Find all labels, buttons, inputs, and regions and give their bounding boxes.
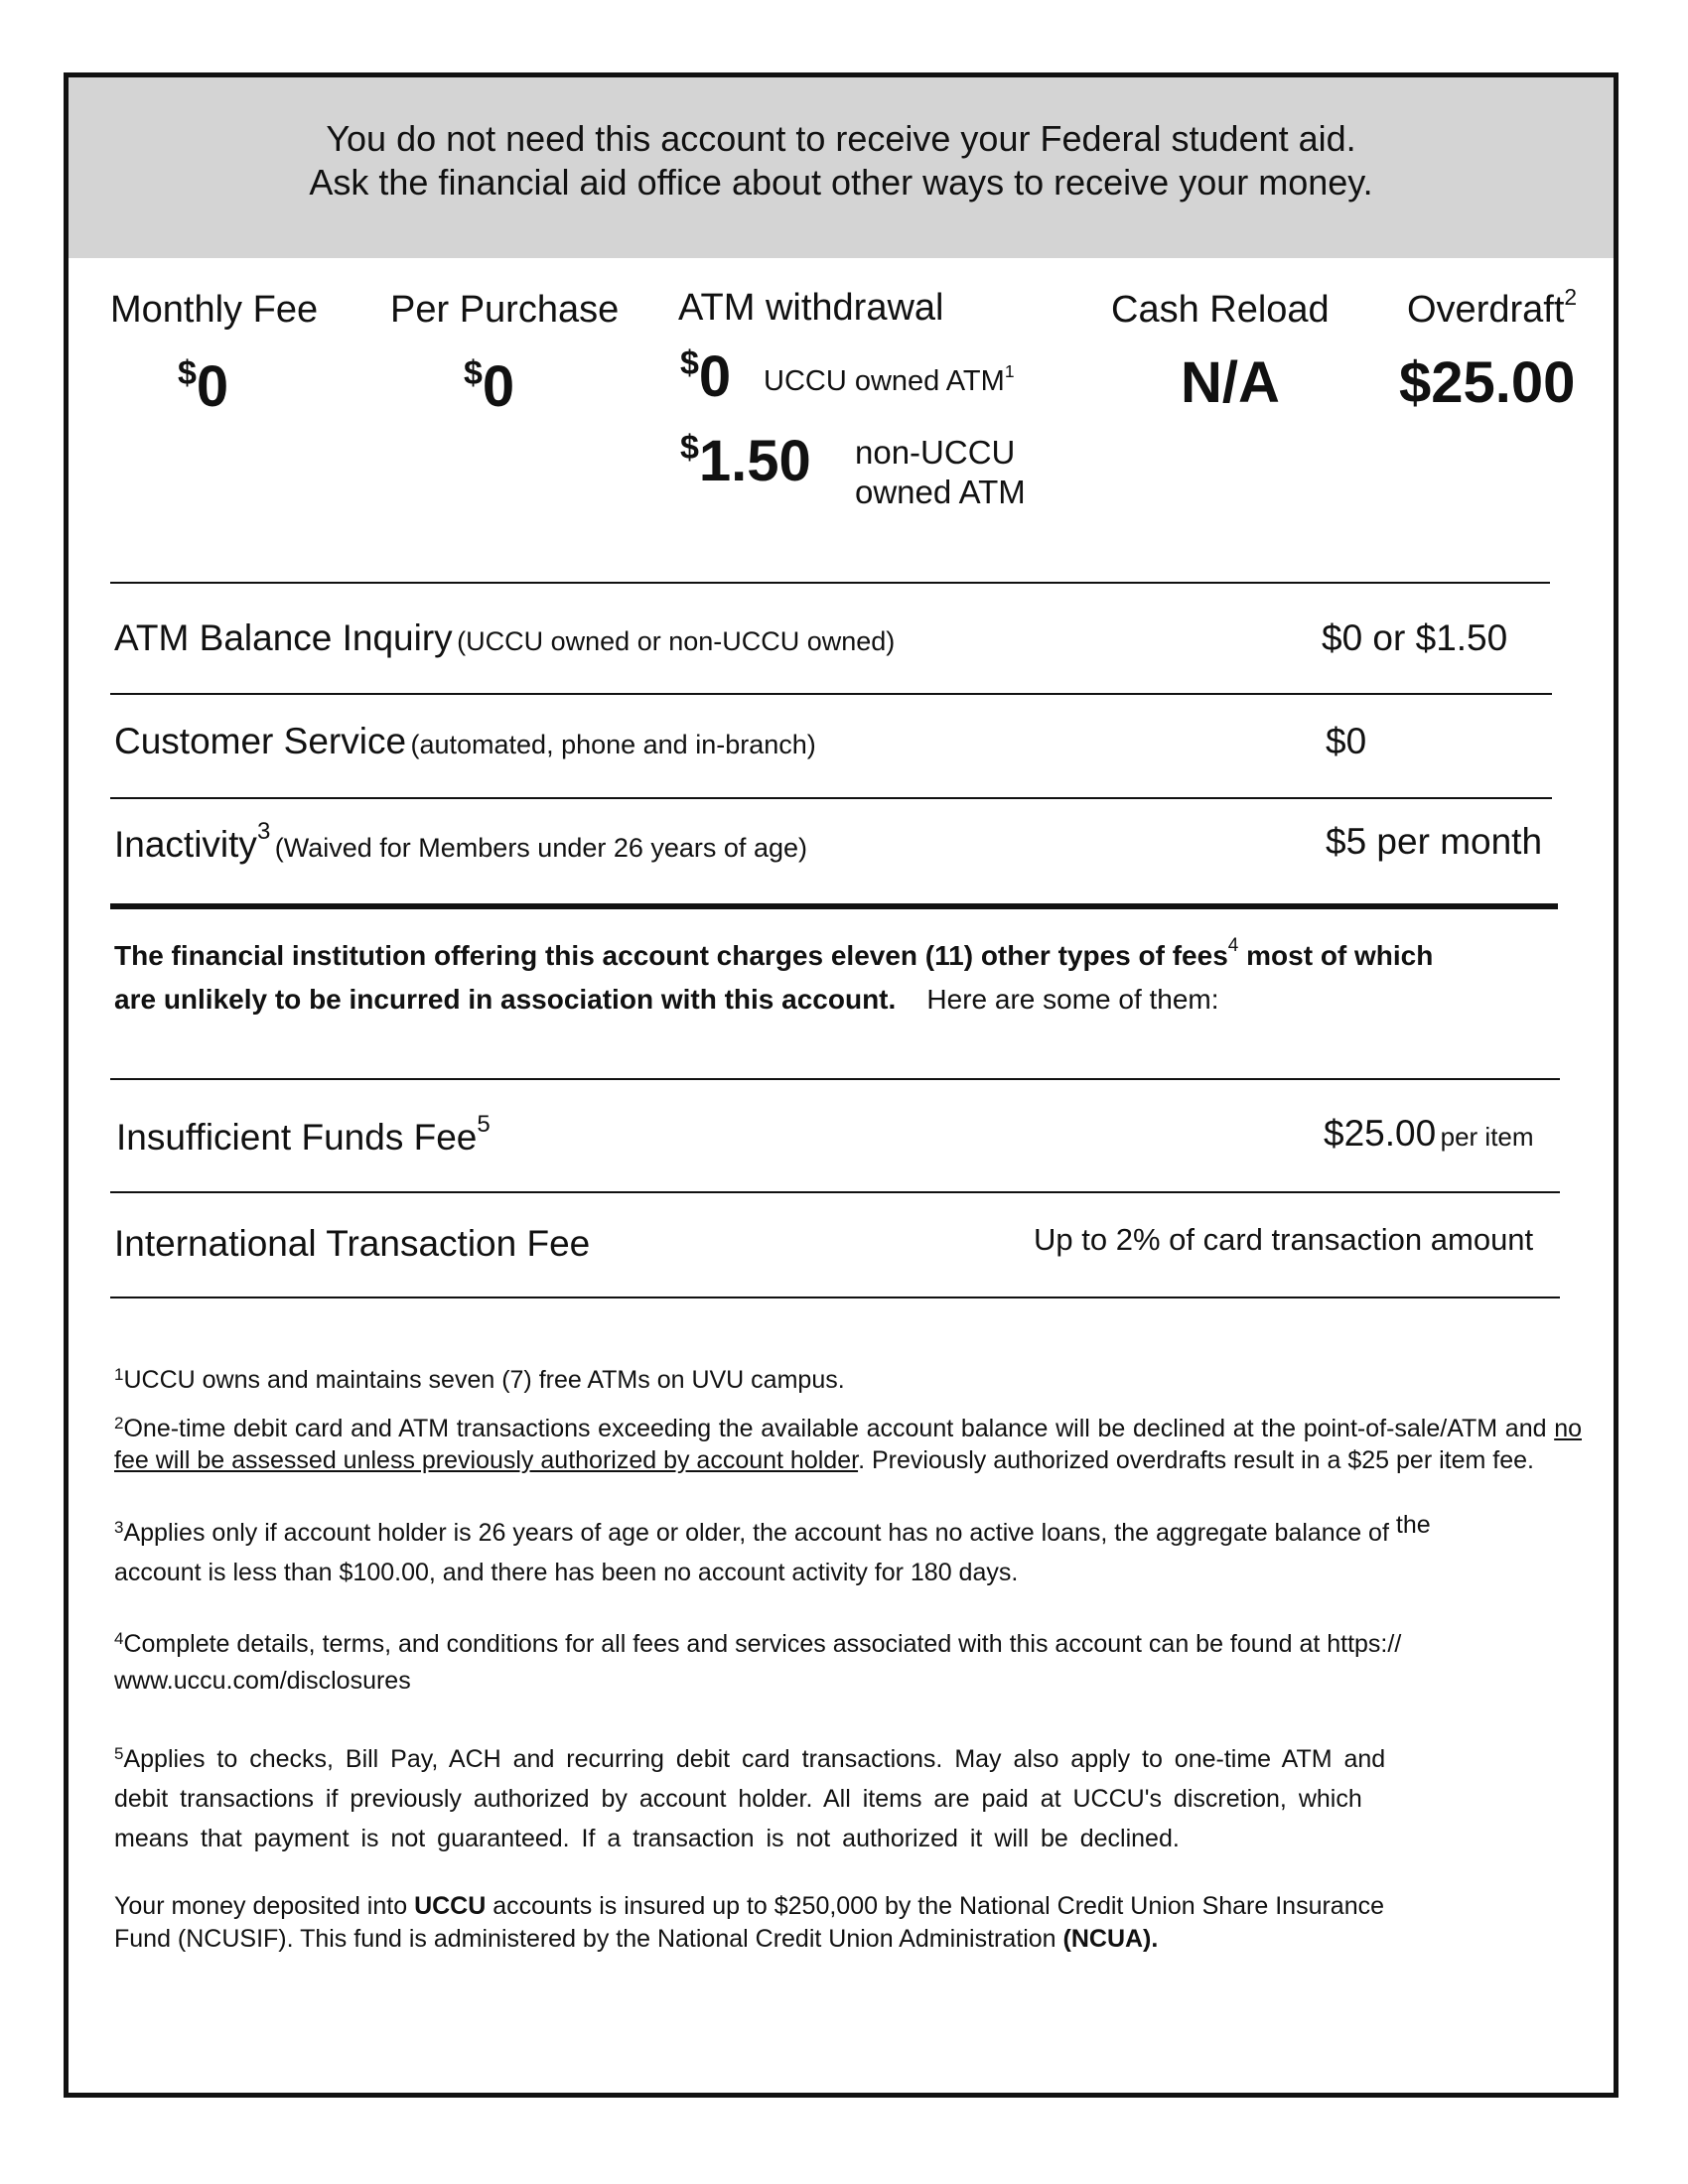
per-purchase-label: Per Purchase: [390, 289, 620, 331]
banner-line-1: You do not need this account to receive your Federal student aid.: [326, 118, 1356, 159]
insurance-statement: Your money deposited into UCCU accounts is insured up to $250,000 by the National Credit Union Share Insurance Fund (NCUSIF). This fund is administered by the National Credit Union Administration (NCUA).: [114, 1892, 1385, 1953]
divider: [110, 1078, 1560, 1080]
footnote-2: $^2$One-time debit card and ATM transactions exceeding the available account balance will be declined at the point-of-sale/ATM and no fee will be assessed unless previously authorized by account holder. Previously authorized overdrafts result in a $25 per item fee.: [114, 1414, 1582, 1474]
divider: [110, 582, 1550, 584]
footnote-1: $^1$UCCU owns and maintains seven (7) free ATMs on UVU campus.: [114, 1365, 845, 1394]
overdraft-value: $25.00: [1399, 350, 1576, 415]
nsf-fee-value: $25.00 per item: [1324, 1113, 1534, 1154]
intl-fee-label: International Transaction Fee: [114, 1223, 591, 1264]
footnote-5: $^5$Applies to checks, Bill Pay, ACH and recurring debit card transactions. May also apply to one-time ATM and debit transactions if previously authorized by account holder. All items are paid at UCCU's discretion, which means that payment is not guaranteed. If a transaction is not authorized it will be declined.: [114, 1744, 1386, 1852]
atm-non-owned-value: $1.50: [680, 429, 811, 493]
monthly-fee-label: Monthly Fee: [110, 289, 319, 331]
inactivity-label: Inactivity$^3$ (Waived for Members under 26 years of age): [114, 818, 807, 865]
divider-thick: [110, 903, 1558, 909]
disclosure-frame: [64, 72, 1618, 2098]
nsf-fee-label: Insufficient Funds Fee$^5$: [116, 1111, 491, 1158]
footnote-3: $^3$Applies only if account holder is 26 years of age or older, the account has no active loans, the aggregate balance of the account is less than $100.00, and there has been no account activity for 180 days.: [114, 1511, 1431, 1586]
atm-owned-value: $0: [680, 344, 732, 409]
cash-reload-label: Cash Reload: [1111, 289, 1330, 331]
atm-non-owned-desc: non-UCCU owned ATM: [855, 434, 1026, 510]
customer-service-value: $0: [1326, 721, 1367, 761]
divider: [110, 797, 1552, 799]
divider: [110, 1191, 1560, 1193]
balance-inquiry-label: ATM Balance Inquiry (UCCU owned or non-UCCU owned): [114, 617, 896, 658]
atm-owned-desc: UCCU owned ATM$^1$: [764, 360, 1015, 397]
divider: [110, 693, 1552, 695]
divider: [110, 1297, 1560, 1298]
intl-fee-value: Up to 2% of card transaction amount: [1034, 1222, 1534, 1257]
atm-withdrawal-label: ATM withdrawal: [678, 287, 944, 329]
overdraft-label: Overdraft$^2$: [1407, 283, 1578, 331]
banner-line-2: Ask the financial aid office about other ways to receive your money.: [309, 162, 1373, 203]
footnote-4: $^4$Complete details, terms, and conditions for all fees and services associated with this account can be found at https:// www.uccu.com/disclosures: [114, 1629, 1402, 1695]
balance-inquiry-value: $0 or $1.50: [1322, 617, 1508, 658]
monthly-fee-value: $0: [178, 354, 229, 419]
notice-banner: [69, 77, 1614, 258]
cash-reload-value: N/A: [1181, 350, 1280, 415]
customer-service-label: Customer Service (automated, phone and in-branch): [114, 721, 816, 761]
other-fees-text: The financial institution offering this account charges eleven (11) other types of fees$^4$ most of which are unlikely to be incurred in association with this account. Here are some of them:: [114, 934, 1434, 1015]
inactivity-value: $5 per month: [1326, 821, 1543, 862]
per-purchase-value: $0: [464, 354, 515, 419]
